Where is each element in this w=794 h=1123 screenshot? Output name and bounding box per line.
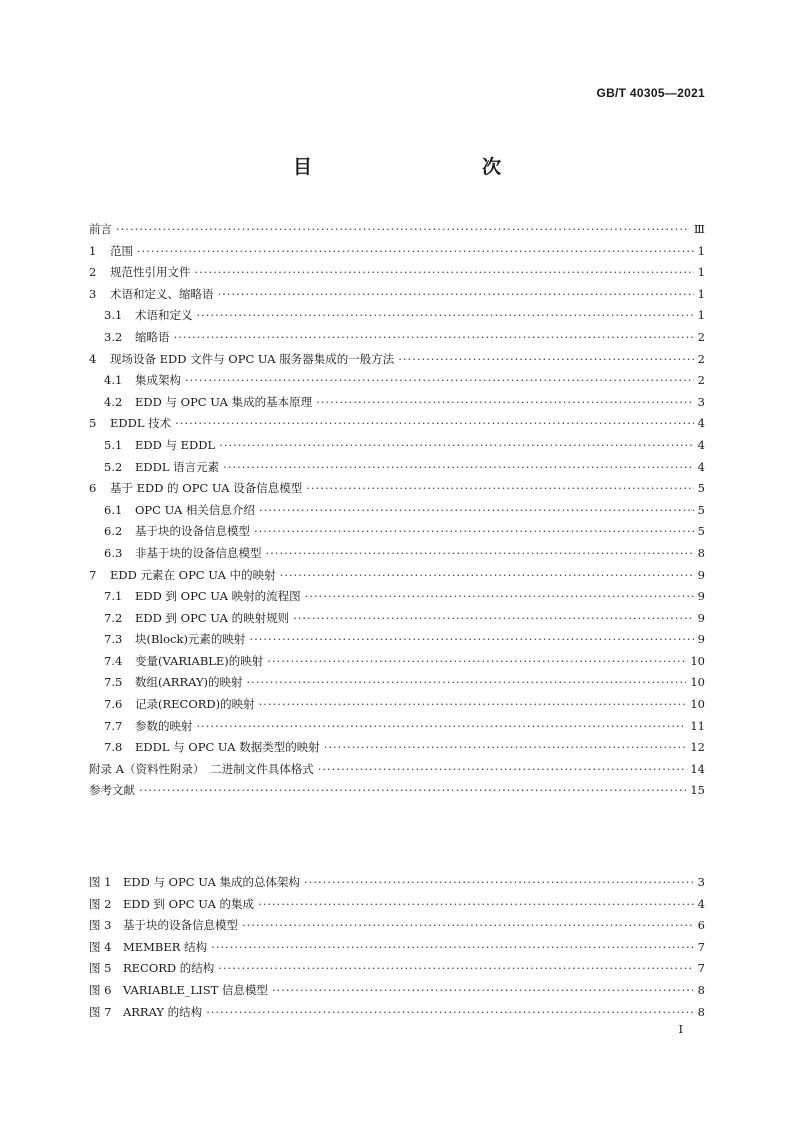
- figure-entry[interactable]: [89, 894, 705, 916]
- dot-leader: [254, 521, 694, 543]
- toc-number: 7.3: [104, 632, 123, 647]
- toc-entry[interactable]: [89, 435, 705, 457]
- toc-number: 7.5: [104, 675, 123, 690]
- toc-label: 术语和定义、缩略语: [110, 286, 214, 301]
- toc-label: 范围: [110, 243, 133, 258]
- toc-number: 6: [89, 481, 97, 496]
- figure-entry[interactable]: [89, 1002, 705, 1024]
- toc-label: 现场设备 EDD 文件与 OPC UA 服务器集成的一般方法: [110, 351, 395, 366]
- toc-page: 12: [690, 740, 705, 755]
- toc-entry[interactable]: [89, 780, 705, 802]
- toc-page: 1: [697, 265, 705, 280]
- dot-leader: [280, 565, 694, 587]
- toc-label: 非基于块的设备信息模型: [135, 545, 262, 560]
- toc-number: 2: [89, 265, 97, 280]
- toc-page: 5: [697, 481, 705, 496]
- toc-entry[interactable]: [89, 478, 705, 500]
- toc-number: 3.1: [104, 308, 123, 323]
- toc-label: 术语和定义: [135, 308, 193, 323]
- toc-label: EDD 与 EDDL: [135, 437, 216, 452]
- toc-page: 15: [690, 783, 705, 798]
- dot-leader: [305, 586, 694, 608]
- toc-page: 1: [697, 286, 705, 301]
- dot-leader: [197, 716, 687, 738]
- dot-leader: [197, 305, 694, 327]
- toc-page: 2: [697, 329, 705, 344]
- figure-label: 图 2 EDD 到 OPC UA 的集成: [89, 896, 255, 911]
- dot-leader: [258, 894, 694, 916]
- page-number: I: [678, 1022, 683, 1036]
- page-title: 目 次: [292, 156, 545, 178]
- figure-label: 图 1 EDD 与 OPC UA 集成的总体架构: [89, 875, 301, 889]
- toc-number: 7: [89, 567, 97, 582]
- dot-leader: [266, 543, 694, 565]
- standard-code: GB/T 40305—2021: [596, 86, 705, 100]
- toc-page: 10: [690, 675, 705, 690]
- toc-entry[interactable]: [89, 694, 705, 716]
- toc-entry[interactable]: [89, 241, 705, 263]
- toc-label: 附录 A（资料性附录） 二进制文件具体格式: [89, 761, 314, 776]
- toc-entry[interactable]: [89, 586, 705, 608]
- toc-page: 14: [690, 761, 705, 776]
- toc-label: 参考文献: [89, 783, 135, 798]
- figure-label: 图 7 ARRAY 的结构: [89, 1004, 203, 1019]
- toc-label: EDDL 语言元素: [135, 459, 220, 474]
- toc-entry[interactable]: [89, 565, 705, 587]
- toc-page: 3: [697, 394, 705, 409]
- dot-leader: [267, 651, 686, 673]
- dot-leader: [306, 478, 693, 500]
- toc-page: 5: [697, 524, 705, 539]
- figure-entry[interactable]: [89, 915, 705, 937]
- dot-leader: [247, 672, 687, 694]
- dot-leader: [116, 219, 690, 241]
- toc-number: 3.2: [104, 329, 123, 344]
- toc-label: 记录(RECORD)的映射: [135, 697, 255, 712]
- toc-entry[interactable]: [89, 305, 705, 327]
- toc-number: 5.1: [104, 437, 123, 452]
- dot-leader: [223, 457, 694, 479]
- dot-leader: [139, 780, 686, 802]
- toc-page: 5: [697, 502, 705, 517]
- figure-entry[interactable]: [89, 872, 705, 894]
- toc-number: 6.1: [104, 502, 123, 517]
- toc-page: 11: [690, 718, 705, 733]
- toc-entry[interactable]: [89, 651, 705, 673]
- toc-number: 5: [89, 416, 97, 431]
- figure-page: 7: [697, 961, 705, 976]
- toc-number: 6.2: [104, 524, 123, 539]
- dot-leader: [316, 392, 694, 414]
- toc-number: 7.8: [104, 740, 123, 755]
- toc-label: EDD 到 OPC UA 映射的流程图: [135, 589, 301, 604]
- toc-page: 4: [697, 437, 705, 452]
- toc-page: 9: [697, 567, 705, 582]
- figure-page: 4: [697, 896, 705, 911]
- toc-label: 集成架构: [135, 373, 181, 388]
- toc-entry[interactable]: [89, 543, 705, 565]
- toc-page: 9: [697, 610, 705, 625]
- toc-page: 1: [697, 308, 705, 323]
- dot-leader: [242, 915, 694, 937]
- toc-page: 4: [697, 459, 705, 474]
- dot-leader: [218, 284, 694, 306]
- toc-entry[interactable]: [89, 219, 705, 241]
- toc-number: 7.2: [104, 610, 123, 625]
- dot-leader: [324, 737, 687, 759]
- figure-label: 图 6 VARIABLE_LIST 信息模型: [89, 982, 268, 997]
- toc-page: 8: [697, 545, 705, 560]
- toc-number: 6.3: [104, 545, 123, 560]
- toc-label: EDD 元素在 OPC UA 中的映射: [110, 567, 276, 582]
- figure-entry[interactable]: [89, 980, 705, 1002]
- toc-number: 7.4: [104, 653, 123, 668]
- dot-leader: [304, 872, 694, 894]
- dot-leader: [272, 980, 694, 1002]
- toc-page: 9: [697, 589, 705, 604]
- dot-leader: [259, 500, 694, 522]
- dot-leader: [175, 413, 694, 435]
- toc-label: 数组(ARRAY)的映射: [135, 675, 243, 690]
- table-of-contents: [89, 219, 705, 802]
- toc-label: 基于 EDD 的 OPC UA 设备信息模型: [110, 481, 303, 496]
- toc-number: 4: [89, 351, 97, 366]
- toc-number: 4.2: [104, 394, 123, 409]
- figure-page: 6: [697, 918, 705, 933]
- toc-entry[interactable]: [89, 457, 705, 479]
- figure-label: 图 3 基于块的设备信息模型: [89, 918, 238, 933]
- dot-leader: [219, 435, 694, 457]
- toc-page: 9: [697, 632, 705, 647]
- toc-label: EDDL 与 OPC UA 数据类型的映射: [135, 740, 320, 755]
- figure-entry[interactable]: [89, 937, 705, 959]
- toc-label: 变量(VARIABLE)的映射: [135, 653, 264, 668]
- toc-page: 4: [697, 416, 705, 431]
- toc-entry[interactable]: [89, 629, 705, 651]
- dot-leader: [211, 937, 694, 959]
- toc-entry[interactable]: [89, 759, 705, 781]
- toc-label: 基于块的设备信息模型: [135, 524, 250, 539]
- toc-entry[interactable]: [89, 737, 705, 759]
- dot-leader: [318, 759, 687, 781]
- figure-page: 3: [697, 875, 705, 889]
- toc-entry[interactable]: [89, 392, 705, 414]
- toc-entry[interactable]: [89, 327, 705, 349]
- toc-entry[interactable]: [89, 500, 705, 522]
- toc-number: 4.1: [104, 373, 123, 388]
- dot-leader: [259, 694, 687, 716]
- toc-label: 缩略语: [135, 329, 170, 344]
- toc-page: 2: [697, 373, 705, 388]
- toc-number: 7.6: [104, 697, 123, 712]
- toc-page: 10: [690, 653, 705, 668]
- toc-entry[interactable]: [89, 349, 705, 371]
- figure-page: 8: [697, 982, 705, 997]
- toc-entry[interactable]: [89, 608, 705, 630]
- toc-label: 前言: [89, 222, 112, 236]
- figure-page: 8: [697, 1004, 705, 1019]
- dot-leader: [249, 629, 693, 651]
- toc-number: 7.1: [104, 589, 123, 604]
- dot-leader: [195, 262, 694, 284]
- toc-label: 参数的映射: [135, 718, 193, 733]
- toc-label: EDD 到 OPC UA 的映射规则: [135, 610, 290, 625]
- toc-page: Ⅲ: [693, 222, 705, 236]
- toc-entry[interactable]: [89, 413, 705, 435]
- dot-leader: [398, 349, 693, 371]
- figure-page: 7: [697, 939, 705, 954]
- toc-number: 1: [89, 243, 97, 258]
- figure-entry[interactable]: [89, 958, 705, 980]
- figure-label: 图 4 MEMBER 结构: [89, 939, 208, 954]
- toc-label: 块(Block)元素的映射: [135, 632, 246, 647]
- dot-leader: [174, 327, 694, 349]
- list-of-figures: [89, 872, 705, 1023]
- toc-entry[interactable]: [89, 370, 705, 392]
- toc-number: 3: [89, 286, 97, 301]
- toc-number: 7.7: [104, 718, 123, 733]
- dot-leader: [137, 241, 694, 263]
- dot-leader: [185, 370, 694, 392]
- figure-label: 图 5 RECORD 的结构: [89, 961, 215, 976]
- dot-leader: [206, 1002, 693, 1024]
- dot-leader: [218, 958, 693, 980]
- toc-entry[interactable]: [89, 716, 705, 738]
- toc-page: 10: [690, 697, 705, 712]
- toc-label: 规范性引用文件: [110, 265, 191, 280]
- toc-entry[interactable]: [89, 672, 705, 694]
- toc-entry[interactable]: [89, 284, 705, 306]
- toc-label: EDDL 技术: [110, 416, 172, 431]
- toc-page: 2: [697, 351, 705, 366]
- dot-leader: [293, 608, 694, 630]
- toc-entry[interactable]: [89, 521, 705, 543]
- toc-number: 5.2: [104, 459, 123, 474]
- toc-entry[interactable]: [89, 262, 705, 284]
- toc-label: OPC UA 相关信息介绍: [135, 502, 255, 517]
- toc-label: EDD 与 OPC UA 集成的基本原理: [135, 394, 313, 409]
- toc-page: 1: [697, 243, 705, 258]
